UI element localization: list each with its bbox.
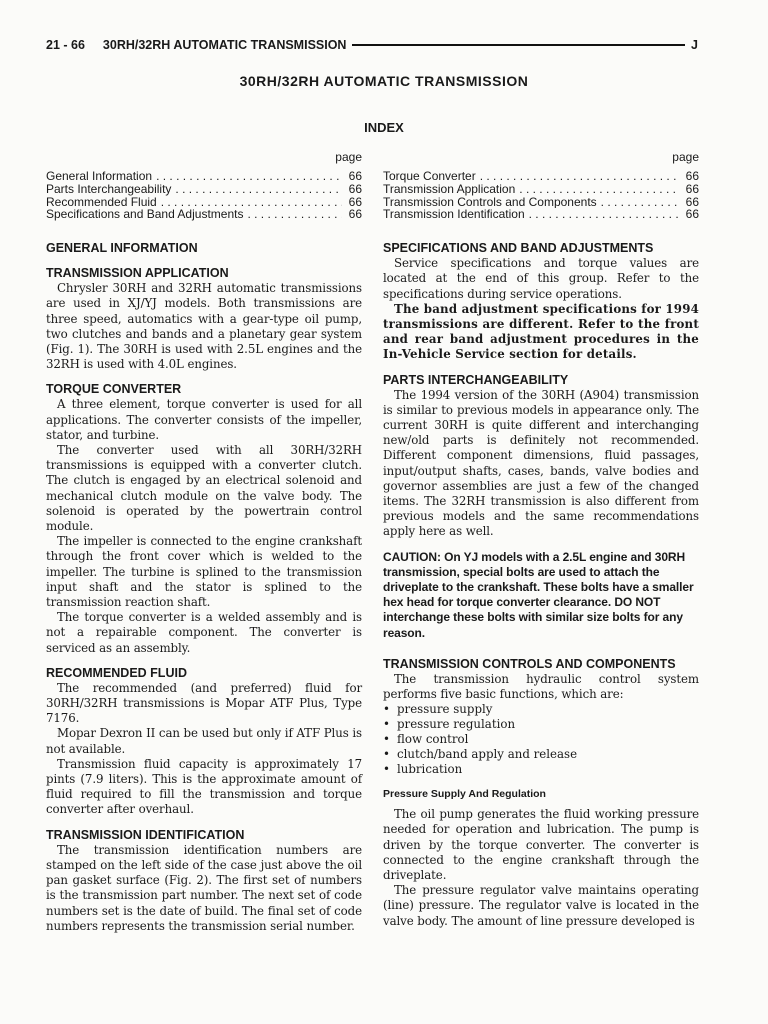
index-entry-label: Transmission Controls and Components: [383, 195, 597, 209]
list-item: • clutch/band apply and release: [383, 747, 578, 762]
index-entry-label: Transmission Identification: [383, 208, 525, 222]
index-page-label-right: page: [672, 150, 699, 164]
pressure-supply-heading: Pressure Supply And Regulation: [383, 788, 546, 801]
fluid-paragraph-1: The recommended (and preferred) fluid for 30RH/32RH transmissions is Mopar ATF Plus, Type 7176.: [46, 680, 362, 726]
torque-paragraph-2: The converter used with all 30RH/32RH transmissions is equipped with a converter clutch. The clutch is engaged by an electrical solenoid and mechanical clutch module on the valve body. The solenoid is operated by the powertrain control module.: [46, 443, 362, 534]
index-entry-page: 66: [348, 195, 362, 209]
index-entry-label: Torque Converter: [383, 170, 476, 183]
caution-notice: CAUTION: On YJ models with a 2.5L engine and 30RH transmission, special bolts are used to attach the driveplate to the crankshaft. These bolts have a smaller hex head for torque converter clearance. DO NOT interchange these bolts with similar size bolts for any reason.: [383, 549, 694, 640]
index-page-label-left: page: [335, 150, 362, 164]
ident-paragraph: The transmission identification numbers are stamped on the left side of the case just above the oil pan gasket surface (Fig. 2). The first set of numbers is the transmission part number. The next set of code numbers set is the date of build. The final set of code numbers represents the transmission serial number.: [46, 842, 362, 933]
controls-paragraph: The transmission hydraulic control system performs five basic functions, which are:: [383, 671, 699, 702]
trans-app-heading: TRANSMISSION APPLICATION: [46, 266, 229, 281]
index-entry[interactable]: [46, 170, 362, 183]
section-letter: J: [691, 38, 698, 52]
trans-app-paragraph: Chrysler 30RH and 32RH automatic transmissions are used in XJ/YJ models. Both transmissions are three speed, automatics with a gear-type oil pump, two clutches and bands and a planetary gear system (Fig. 1). The 30RH is used with 2.5L engines and the 32RH is used with 4.0L engines.: [46, 281, 362, 372]
index-entry-label: General Information: [46, 170, 153, 183]
index-entry[interactable]: [383, 196, 699, 209]
parts-interchangeability-heading: PARTS INTERCHANGEABILITY: [383, 372, 569, 387]
page-number: 21 - 66: [46, 38, 85, 52]
torque-paragraph-3: The impeller is connected to the engine crankshaft through the front cover which is welded to the impeller. The turbine is splined to the transmission input shaft and the stator is splined to the transmission reaction shaft.: [46, 534, 362, 610]
index-entry-label: Recommended Fluid: [46, 195, 157, 209]
index-entry-page: 66: [348, 208, 362, 222]
controls-heading: TRANSMISSION CONTROLS AND COMPONENTS: [383, 656, 676, 671]
index-entry[interactable]: [383, 208, 699, 221]
recommended-fluid-heading: RECOMMENDED FLUID: [46, 665, 187, 680]
index-entry[interactable]: [383, 170, 699, 183]
parts-paragraph: The 1994 version of the 30RH (A904) transmission is similar to previous models in appearance only. The current 30RH is quite different and interchanging new/old parts is definitely not recommended. Different component dimensions, fluid passages, input/output shafts, cases, bands, valve bodies and governor assemblies are just a few of the changed items. The 32RH transmission is also different from previous models and the same recommendations apply here as well.: [383, 387, 699, 539]
spec-paragraph-2: The band adjustment specifications for 1994 transmissions are different. Refer to the front and rear band adjustment procedures in the In-Vehicle Service section for details.: [383, 301, 700, 362]
index-entry-page: 66: [348, 182, 362, 196]
fluid-paragraph-3: Transmission fluid capacity is approximately 17 pints (7.9 liters). This is the approximate amount of fluid required to fill the transmission and torque converter after overhaul.: [46, 756, 362, 817]
left-column: [46, 150, 362, 934]
general-info-heading: GENERAL INFORMATION: [46, 241, 198, 256]
index-entry-label: Parts Interchangeability: [46, 182, 172, 196]
spec-paragraph-1: Service specifications and torque values are located at the end of this group. Refer to the specifications during service operations.: [383, 256, 699, 301]
index-entry-page: 66: [685, 208, 699, 222]
trans-ident-heading: TRANSMISSION IDENTIFICATION: [46, 827, 245, 842]
index-list-left: [46, 170, 362, 221]
header-rule: [352, 44, 685, 46]
pressure-paragraph-2: The pressure regulator valve maintains operating (line) pressure. The regulator valve is located in the valve body. The amount of line pressure developed is: [383, 883, 699, 928]
running-header: [46, 37, 698, 53]
list-item: • lubrication: [383, 762, 463, 777]
index-entry-page: 66: [685, 195, 699, 209]
functions-list: [383, 702, 699, 777]
index-heading: INDEX: [364, 120, 404, 135]
running-section-title: 30RH/32RH AUTOMATIC TRANSMISSION: [102, 38, 347, 52]
fluid-paragraph-2: Mopar Dexron II can be used but only if ATF Plus is not available.: [46, 726, 362, 756]
index-entry[interactable]: [383, 183, 699, 196]
torque-converter-heading: TORQUE CONVERTER: [46, 382, 182, 397]
torque-paragraph-4: The torque converter is a welded assembly and is not a repairable component. The converter is serviced as an assembly.: [46, 610, 362, 655]
list-item: • pressure supply: [383, 702, 493, 717]
list-item: • flow control: [383, 732, 469, 747]
index-entry[interactable]: [46, 196, 362, 209]
pressure-paragraph-1: The oil pump generates the fluid working pressure needed for operation and lubrication. The pump is driven by the torque converter. The converter is connected to the engine crankshaft through the driveplate.: [383, 807, 699, 883]
index-list-right: [383, 170, 699, 221]
torque-paragraph-1: A three element, torque converter is used for all applications. The converter consists of the impeller, stator, and turbine.: [46, 397, 362, 442]
index-entry[interactable]: [46, 208, 362, 221]
index-entry-page: 66: [348, 170, 362, 183]
list-item: • pressure regulation: [383, 717, 516, 732]
index-entry-page: 66: [685, 170, 699, 183]
index-entry-label: Transmission Application: [383, 182, 516, 196]
index-entry-label: Specifications and Band Adjustments: [46, 208, 244, 222]
right-column: [383, 150, 699, 929]
index-entry[interactable]: [46, 183, 362, 196]
document-title: 30RH/32RH AUTOMATIC TRANSMISSION: [239, 73, 529, 89]
specifications-heading: SPECIFICATIONS AND BAND ADJUSTMENTS: [383, 241, 654, 256]
index-entry-page: 66: [685, 182, 699, 196]
